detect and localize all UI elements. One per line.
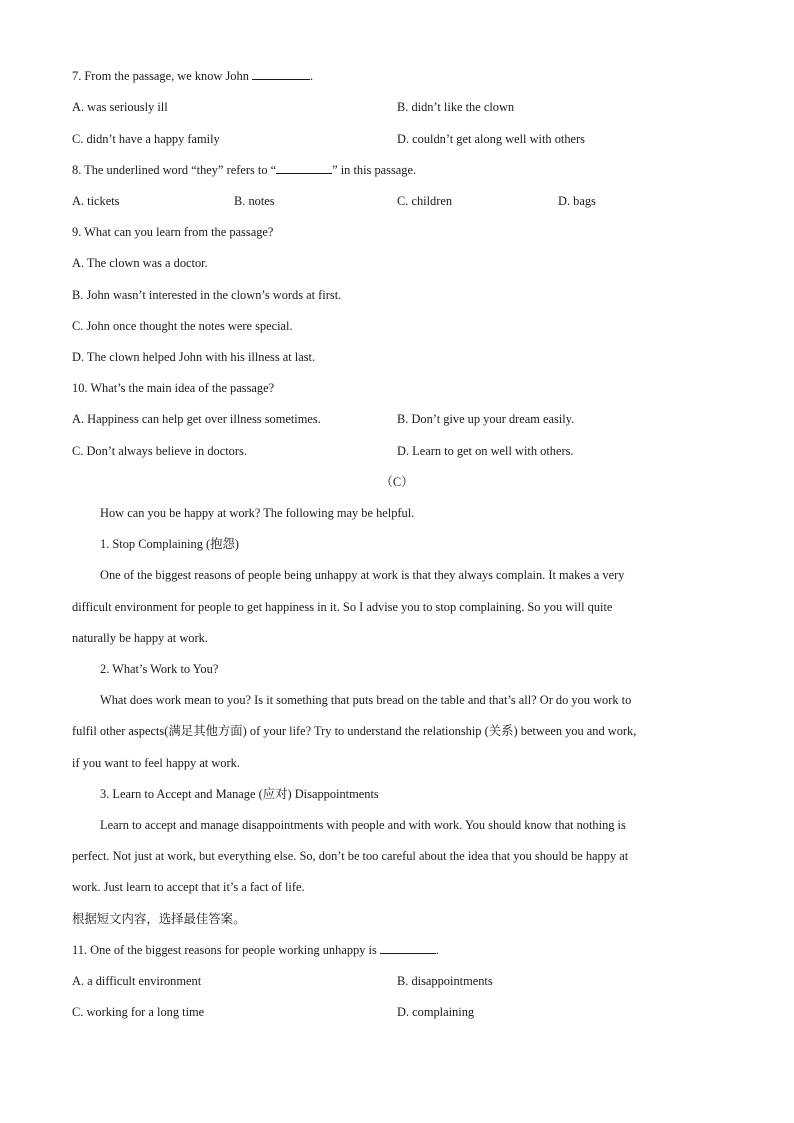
q8-stem: 8. The underlined word “they” refers to “ ” in this passage. xyxy=(72,163,417,177)
q7-option-a: A. was seriously ill xyxy=(72,100,168,114)
q11-option-d: D. complaining xyxy=(397,1005,475,1019)
answer-blank xyxy=(252,68,310,80)
paragraph-2-line: if you want to feel happy at work. xyxy=(72,756,240,770)
q9-stem: 9. What can you learn from the passage? xyxy=(72,225,274,239)
q10-option-c: C. Don’t always believe in doctors. xyxy=(72,444,247,458)
q8-option-b: B. notes xyxy=(234,194,275,208)
section-intro: How can you be happy at work? The following may be helpful. xyxy=(100,506,415,520)
q8-option-a: A. tickets xyxy=(72,194,120,208)
subheading-1: 1. Stop Complaining (抱怨) xyxy=(100,537,240,551)
subheading-2: 2. What’s Work to You? xyxy=(100,662,219,676)
paragraph-1-line: difficult environment for people to get happiness in it. So I advise you to stop complaining. So you will quite xyxy=(72,600,613,614)
q10-option-b: B. Don’t give up your dream easily. xyxy=(397,412,575,426)
subheading-3: 3. Learn to Accept and Manage (应对) Disappointments xyxy=(100,787,379,801)
q10-option-a: A. Happiness can help get over illness sometimes. xyxy=(72,412,321,426)
paragraph-3-line: work. Just learn to accept that it’s a fact of life. xyxy=(72,880,305,894)
q7-stem: 7. From the passage, we know John . xyxy=(72,69,314,83)
q11-option-b: B. disappointments xyxy=(397,974,493,988)
instruction: 根据短文内容，选择最佳答案。 xyxy=(72,912,246,926)
answer-blank xyxy=(276,162,332,174)
paragraph-2-line: fulfil other aspects(满足其他方面) of your life? Try to understand the relationship (关系) between you and work, xyxy=(72,724,637,738)
q9-option-c: C. John once thought the notes were special. xyxy=(72,319,293,333)
q9-option-d: D. The clown helped John with his illness at last. xyxy=(72,350,316,364)
q10-stem: 10. What’s the main idea of the passage? xyxy=(72,381,275,395)
q7-option-c: C. didn’t have a happy family xyxy=(72,132,220,146)
q10-option-d: D. Learn to get on well with others. xyxy=(397,444,574,458)
q9-option-a: A. The clown was a doctor. xyxy=(72,256,208,270)
section-heading: （C） xyxy=(380,475,414,489)
q7-option-d: D. couldn’t get along well with others xyxy=(397,132,586,146)
paragraph-3-line: Learn to accept and manage disappointments with people and with work. You should know that nothing is xyxy=(100,818,626,832)
q11-stem: 11. One of the biggest reasons for people working unhappy is . xyxy=(72,943,439,957)
q8-option-c: C. children xyxy=(397,194,453,208)
paragraph-1-line: One of the biggest reasons of people being unhappy at work is that they always complain. It makes a very xyxy=(100,568,625,582)
paragraph-2-line: What does work mean to you? Is it something that puts bread on the table and that’s all? Or do you work to xyxy=(100,693,632,707)
paragraph-1-line: naturally be happy at work. xyxy=(72,631,208,645)
answer-blank xyxy=(380,942,436,954)
q7-option-b: B. didn’t like the clown xyxy=(397,100,515,114)
q11-option-c: C. working for a long time xyxy=(72,1005,205,1019)
q9-option-b: B. John wasn’t interested in the clown’s words at first. xyxy=(72,288,342,302)
q11-option-a: A. a difficult environment xyxy=(72,974,202,988)
paragraph-3-line: perfect. Not just at work, but everything else. So, don’t be too careful about the idea that you should be happy at xyxy=(72,849,629,863)
q8-option-d: D. bags xyxy=(558,194,596,208)
